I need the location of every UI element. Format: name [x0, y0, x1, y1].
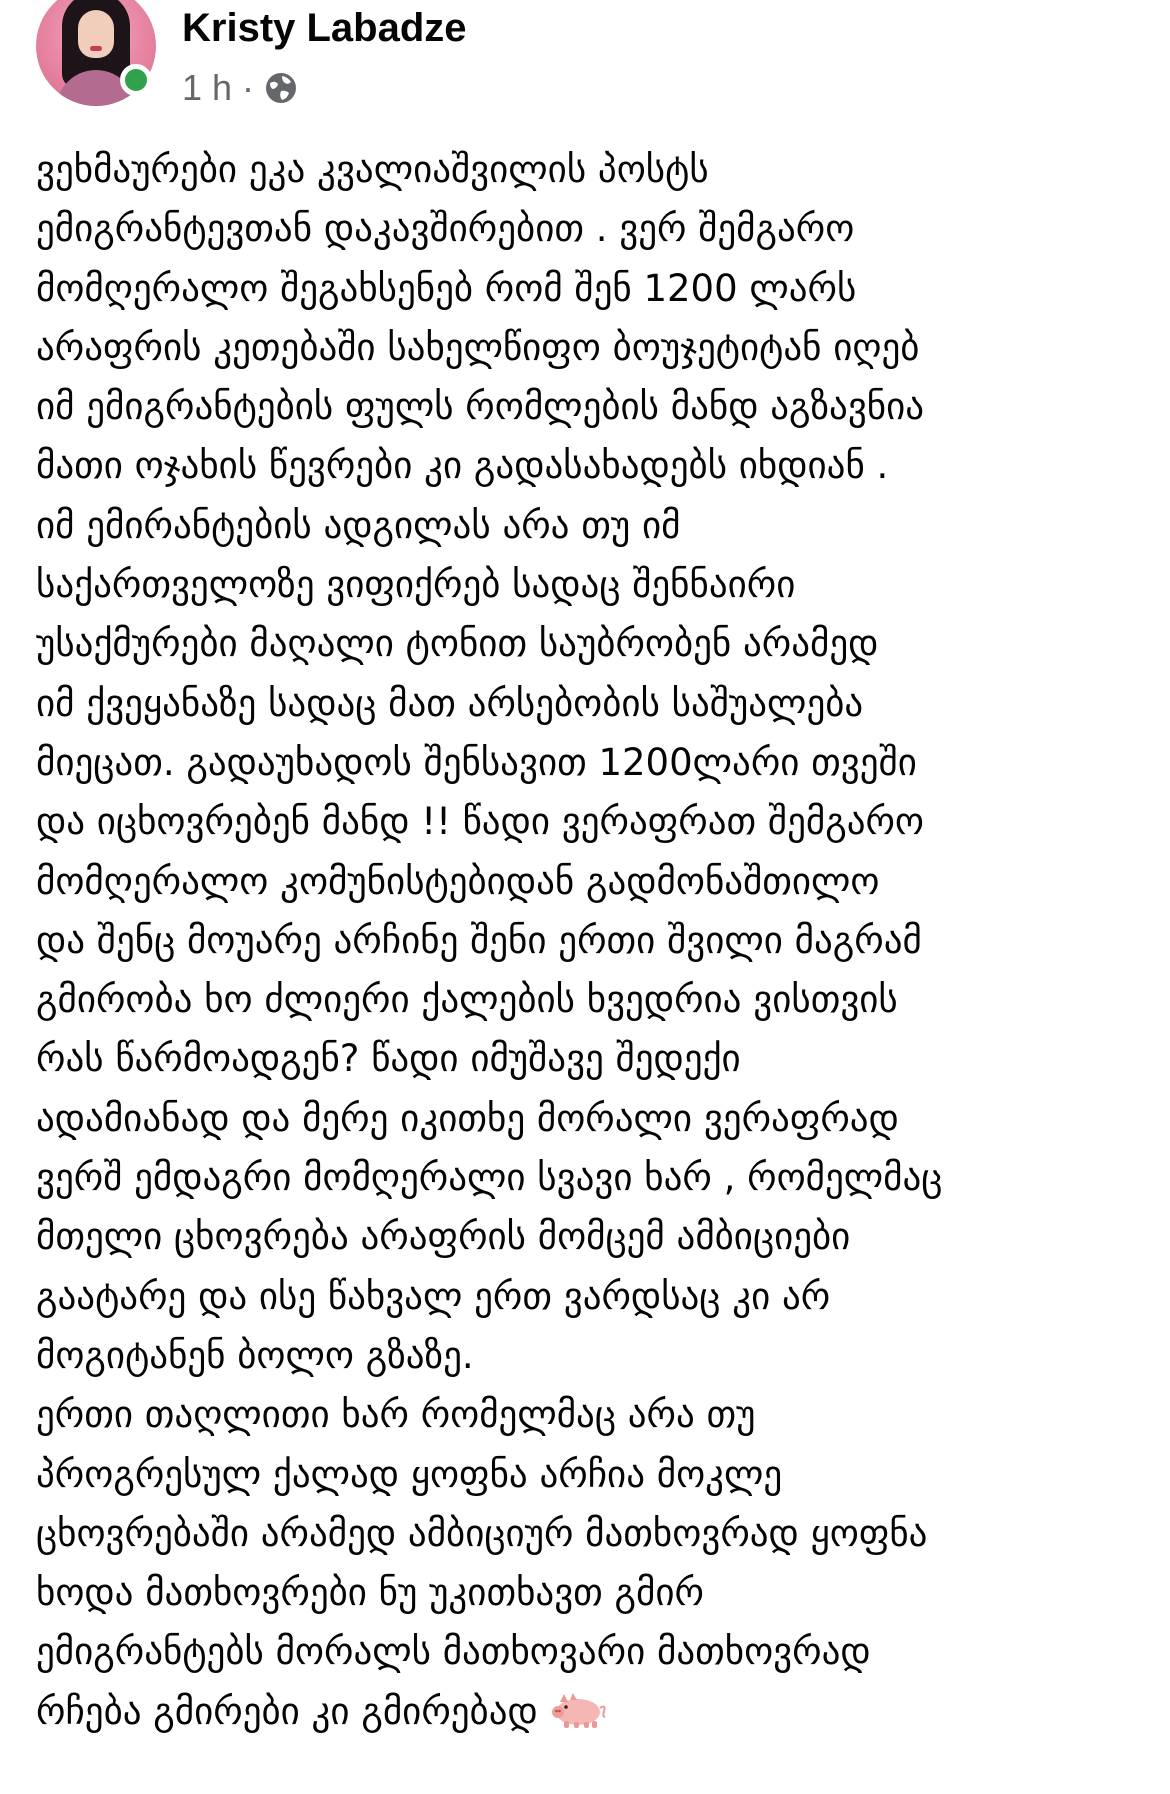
post-text-line: მათი ოჯახის წევრები კი გადასახადებს იხდიან .	[36, 444, 889, 488]
post-text-line: მომღერალო შეგახსენებ რომ შენ 1200 ლარს	[36, 266, 857, 310]
post-text-line: ერთი თაღლითი ხარ რომელმაც არა თუ	[36, 1393, 756, 1437]
post-text-line: მიეცათ. გადაუხადოს შენსავით 1200ლარი თვეში	[36, 740, 917, 784]
post-text-line: გმირობა ხო ძლიერი ქალების ხვედრია ვისთვის	[36, 978, 898, 1022]
post-text-line: გაატარე და ისე წახვალ ერთ ვარდსაც კი არ	[36, 1274, 831, 1318]
post-text-line: ცხოვრებაში არამედ ამბიციურ მათხოვრად ყოფნა	[36, 1511, 928, 1555]
post-text-line: ხოდა მათხოვრები ნუ უკითხავთ გმირ	[36, 1571, 704, 1615]
post-text-line: რას წარმოადგენ? წადი იმუშავე შედექი	[36, 1037, 741, 1081]
author-name[interactable]: Kristy Labadze	[182, 6, 467, 50]
post-text-line: ადამიანად და მერე იკითხე მორალი ვერაფრად	[36, 1096, 899, 1140]
post-text-line: ვეხმაურები ეკა კვალიაშვილის პოსტს	[36, 148, 709, 191]
post-text-line: საქართველოზე ვიფიქრებ სადაც შენნაირი	[36, 563, 796, 607]
globe-icon[interactable]	[264, 71, 298, 105]
pig-emoji-icon	[548, 1690, 608, 1730]
post-text-line: იმ ქვეყანაზე სადაც მათ არსებობის საშუალება	[36, 681, 864, 725]
meta-separator: ·	[242, 67, 255, 108]
post-text-line: ემიგრანტებს მორალს მათხოვარი მათხოვრად	[36, 1630, 871, 1674]
post-text-line: იმ ემიგრანტების ფულს რომლების მანდ აგზავნია	[36, 385, 925, 429]
post-text-line: არაფრის კეთებაში სახელწიფო ბოუჯეტიტან იღებ	[36, 325, 920, 369]
post-timestamp[interactable]: 1 h	[182, 67, 233, 108]
post-text-line: უსაქმურები მაღალი ტონით საუბრობენ არამედ	[36, 622, 879, 666]
post-text-line: მოგიტანენ ბოლო გზაზე.	[36, 1333, 474, 1377]
post-text-line: მთელი ცხოვრება არაფრის მომცემ ამბიციები	[36, 1215, 851, 1259]
post-meta	[182, 66, 298, 110]
post-text-line: ემიგრანტევთან დაკავშირებით . ვერ შემგარო	[36, 207, 855, 251]
profile-avatar[interactable]	[36, 0, 156, 108]
online-status-indicator	[120, 64, 152, 96]
post-text-line: მომღერალო კომუნისტებიდან გადმონაშთილო	[36, 859, 880, 903]
post-text-line: იმ ემირანტების ადგილას არა თუ იმ	[36, 503, 681, 547]
post-text	[36, 140, 1146, 1741]
post-text-line-last	[36, 1682, 1146, 1741]
post-text-line: და შენც მოუარე არჩინე შენი ერთი შვილი მაგრამ	[36, 918, 922, 962]
post-text-line: რჩება გმირები კი გმირებად	[36, 1689, 538, 1733]
post-header	[0, 0, 1170, 120]
post-text-line: და იცხოვრებენ მანდ !! წადი ვერაფრათ შემგარო	[36, 800, 925, 844]
post-text-line: პროგრესულ ქალად ყოფნა არჩია მოკლე	[36, 1452, 783, 1496]
post-text-line: ვერშ ემდაგრი მომღერალი სვავი ხარ , რომელმაც	[36, 1156, 943, 1200]
